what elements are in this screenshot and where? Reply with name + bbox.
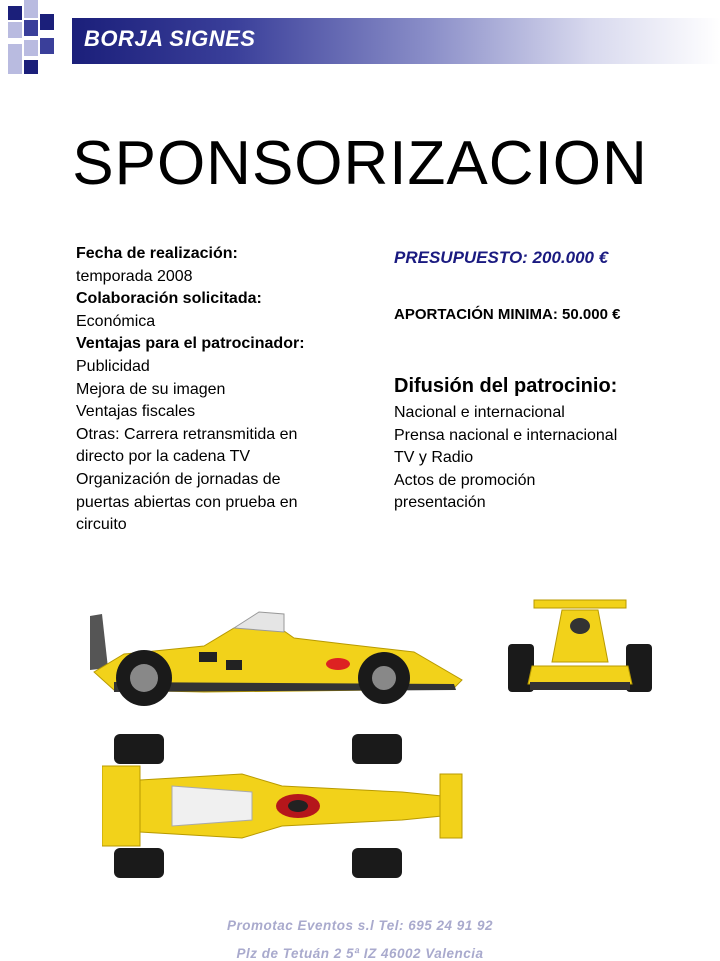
diffusion-list: [394, 402, 617, 515]
diffusion-title: Difusión del patrocinio:: [394, 375, 618, 397]
car-side-view-image: [84, 608, 468, 712]
detail-value-collaboration: Económica: [76, 312, 156, 330]
footer-address-line: Plz de Tetuán 2 5ª IZ 46002 Valencia: [236, 946, 484, 961]
advantage-line: Otras: Carrera retransmitida en: [76, 425, 298, 443]
detail-value-date: temporada 2008: [76, 267, 193, 285]
diffusion-item: presentación: [394, 494, 486, 512]
advantage-line: circuito: [76, 516, 127, 534]
detail-label-date: Fecha de realización:: [76, 245, 238, 262]
header-name: BORJA SIGNES: [84, 26, 256, 51]
budget: PRESUPUESTO: 200.000 €: [394, 248, 609, 267]
advantage-line: Ventajas fiscales: [76, 403, 196, 421]
detail-label-collaboration: Colaboración solicitada:: [76, 290, 262, 308]
footer-contact-line: Promotac Eventos s.l Tel: 695 24 91 92: [226, 918, 494, 933]
minimum-contribution: APORTACIÓN MINIMA: 50.000 €: [394, 306, 621, 323]
car-front-view-image: [504, 592, 656, 704]
diffusion-item: Actos de promoción: [394, 471, 536, 489]
detail-label-advantages: Ventajas para el patrocinador:: [76, 335, 305, 353]
advantage-line: Mejora de su imagen: [76, 380, 226, 398]
advantage-line: Organización de jornadas de: [76, 470, 281, 488]
advantage-line: puertas abiertas con prueba en: [76, 493, 298, 511]
car-top-view-image: [102, 730, 468, 882]
diffusion-item: Nacional e internacional: [394, 404, 565, 421]
advantage-line: Publicidad: [76, 357, 150, 375]
diffusion-item: TV y Radio: [394, 449, 474, 467]
diffusion-item: Prensa nacional e internacional: [394, 426, 618, 444]
advantage-line: directo por la cadena TV: [76, 448, 251, 466]
page-title: SPONSORIZACION: [72, 129, 648, 198]
sponsorship-details: [76, 243, 366, 537]
